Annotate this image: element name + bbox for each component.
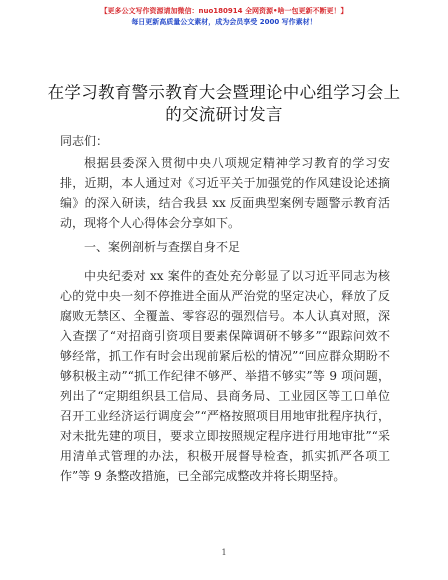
page-number: 1: [221, 548, 227, 557]
paragraph-case-analysis: 中央纪委对 xx 案件的查处充分彰显了以习近平同志为核心的党中央一刻不停推进全面从严治党的坚定决心，释放了反腐败无禁区、全覆盖、零容忍的强烈信号。本人认真对照，深入查摆了“对招商引资项目要素保障调研不够多”“跟踪问效不够经常，抓工作有时会出现前紧后松的情况”“回应群众期盼不够积极主动”“抓工作纪律不够严、举措不够实”等 9 项问题，列出了“定期组织县工信局、县商务局、工业园区等工口单位召开工业经济运行调度会”“严格按照项目用地审批程序执行，对未批先建的项目，要求立即按照规定程序进行用地审批”“采用清单式管理的办法，积极开展督导检查，抓实抓严各项工作”等 9 条整改措施，已全部完成整改并将长期坚持。: [60, 269, 390, 483]
promo-banner: [0, 6, 448, 28]
document-title: 在学习教育警示教育大会暨理论中心组学习会上的交流研讨发言: [47, 83, 401, 124]
section-heading: 一、案例剖析与查摆自身不足: [84, 240, 241, 254]
promo-banner-line-1: 【更多公文写作资源请加微信：nuo180914 全网资源•啥一包更新不断更！】: [100, 7, 348, 15]
promo-banner-line-2: 每日更新高质量公文素材，成为会员享受 2000 写作素材！: [131, 18, 317, 26]
salutation: 同志们：: [60, 134, 109, 148]
paragraph-intro: 根据县委深入贯彻中央八项规定精神学习教育的学习安排，近期，本人通过对《习近平关于加强党的作风建设论述摘编》的深入研读，结合我县 xx 反面典型案例专题警示教育活动，现将个人心得体会分享如下。: [60, 156, 390, 230]
